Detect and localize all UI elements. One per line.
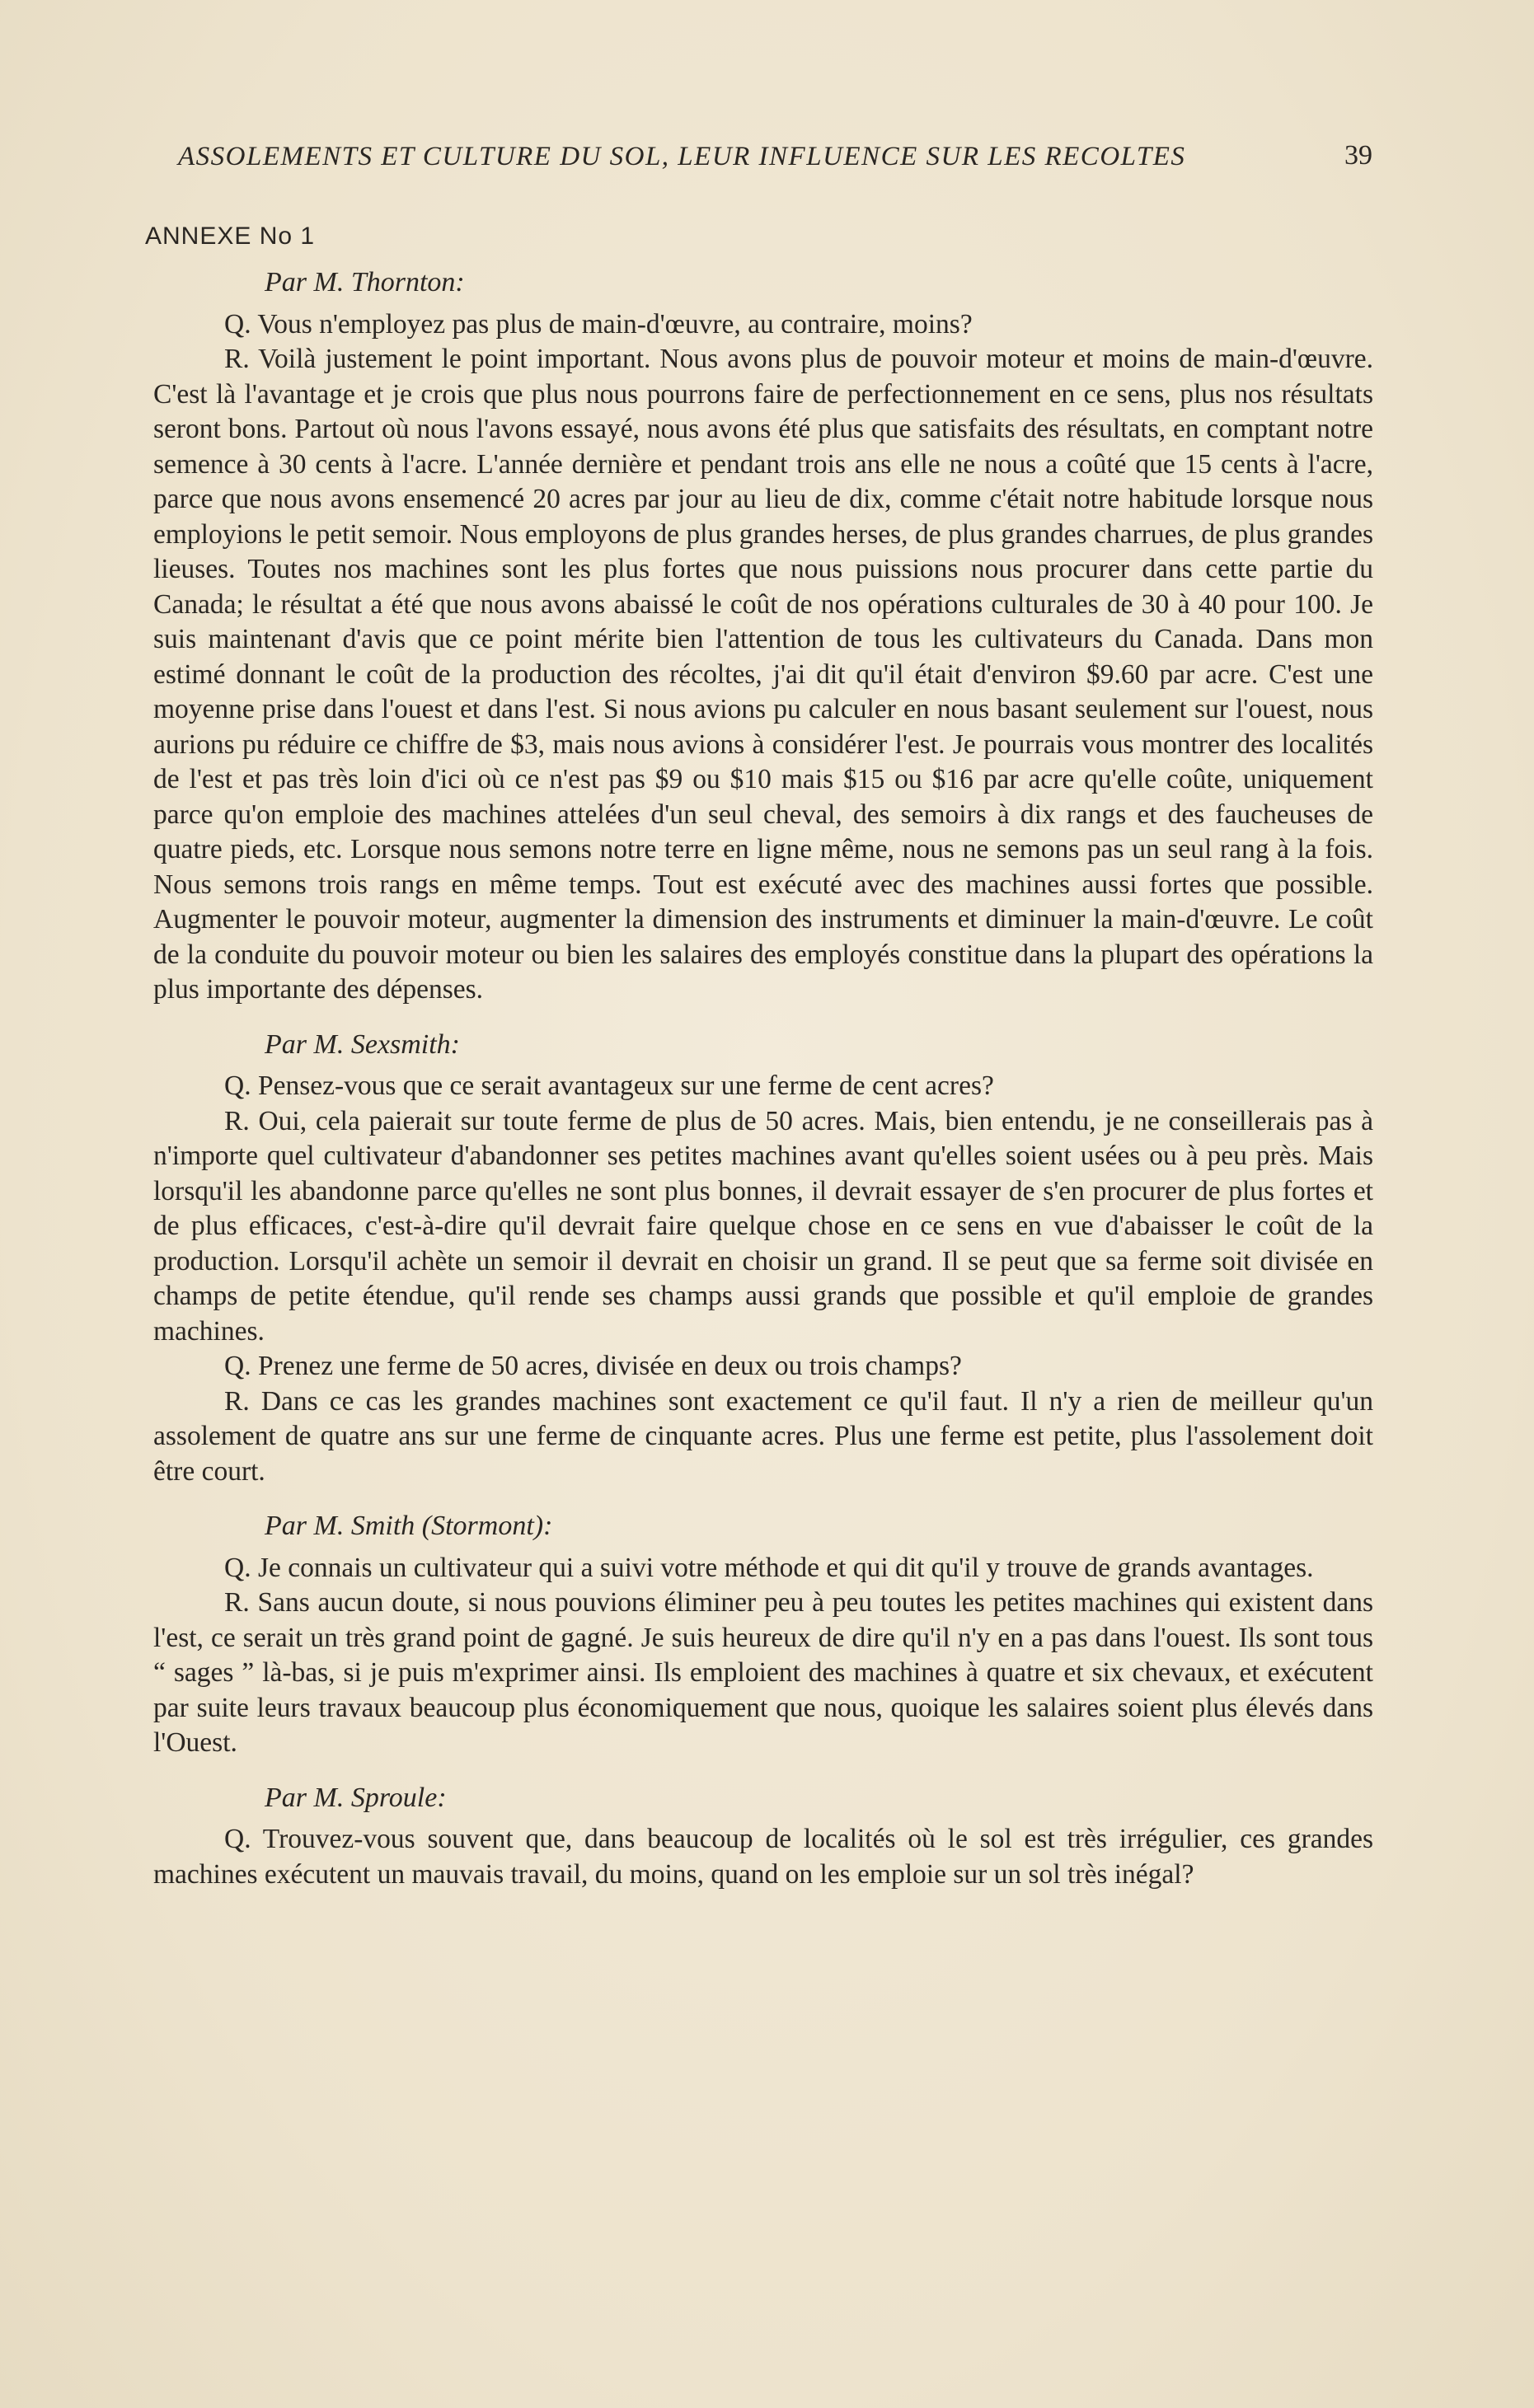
speaker-heading: Par M. Smith (Stormont): — [265, 1511, 553, 1541]
annexe-label: ANNEXE No 1 — [145, 223, 316, 250]
paragraph: Q. Prenez une ferme de 50 acres, divisée en deux ou trois champs? — [224, 1351, 962, 1381]
section-sproule — [153, 1781, 1373, 1893]
section-smith — [153, 1509, 1373, 1761]
section-thornton — [153, 265, 1373, 1008]
paragraph: R. Voilà justement le point important. Nous avons plus de pouvoir moteur et moins de main-d'œuvre. C'est là l'avantage et je crois que plus nous pourrons faire de perfectionnement en ce sens, plus nos résultats seront bons. Partout où nous l'avons essayé, nous avons été plus que satisfaits des résultats, en comptant notre semence à 30 cents à l'acre. L'année dernière et pendant trois ans elle ne nous a coûté que 15 cents à l'acre, parce que nous avons ensemencé 20 acres par jour au lieu de dix, comme c'était notre habitude lorsque nous employions le petit semoir. Nous employons de plus grandes herses, de plus grandes charrues, de plus grandes lieuses. Toutes nos machines sont les plus fortes que nous puissions nous procurer dans cette partie du Canada; le résultat a été que nous avons abaissé le coût de nos opérations culturales de 30 à 40 pour 100. Je suis maintenant d'avis que ce point mérite bien l'attention de tous les cultivateurs du Canada. Dans mon estimé donnant le coût de la production des récoltes, j'ai dit qu'il était d'environ $9.60 par acre. C'est une moyenne prise dans l'ouest et dans l'est. Si nous avions pu calculer en nous basant seulement sur l'ouest, nous aurions pu réduire ce chiffre de $3, mais nous avions à considérer l'est. Je pourrais vous montrer des localités de l'est et pas très loin d'ici où ce n'est pas $9 ou $10 mais $15 ou $16 par acre qu'elle coûte, uniquement parce qu'on emploie des machines attelées d'un seul cheval, des semoirs à dix rangs et des faucheuses de quatre pieds, etc. Lorsque nous semons notre terre en ligne même, nous ne semons pas un seul rang à la fois. Nous semons trois rangs en même temps. Tout est exécuté avec des machines aussi fortes que possible. Augmenter le pouvoir moteur, augmenter la dimension des instruments et diminuer la main-d'œuvre. Le coût de la conduite du pouvoir moteur ou bien les salaires des employés constitue dans la plupart des opérations la plus importante des dépenses. — [153, 344, 1373, 1005]
speaker-heading: Par M. Sproule: — [265, 1782, 447, 1813]
paragraph: Q. Je connais un cultivateur qui a suivi votre méthode et qui dit qu'il y trouve de grands avantages. — [224, 1552, 1314, 1583]
paragraph: R. Sans aucun doute, si nous pouvions éliminer peu à peu toutes les petites machines qui existent dans l'est, ce serait un très grand point de gagné. Je suis heureux de dire qu'il n'y en a pas dans l'ouest. Ils sont tous “ sages ” là-bas, si je puis m'exprimer ainsi. Ils emploient des machines à quatre et six chevaux, et exécutent par suite leurs travaux beaucoup plus économiquement que nous, quoique les salaires soient plus élevés dans l'Ouest. — [153, 1587, 1373, 1758]
paragraph: R. Dans ce cas les grandes machines sont exactement ce qu'il faut. Il n'y a rien de meilleur qu'un assolement de quatre ans sur une ferme de cinquante acres. Plus une ferme est petite, plus l'assolement doit être court. — [153, 1385, 1373, 1487]
paragraph: Q. Trouvez-vous souvent que, dans beaucoup de localités où le sol est très irrégulier, ces grandes machines exécutent un mauvais travail, du moins, quand on les emploie sur un sol très inégal? — [153, 1824, 1373, 1890]
speaker-heading: Par M. Sexsmith: — [265, 1028, 461, 1060]
running-title: ASSOLEMENTS ET CULTURE DU SOL, LEUR INFLUENCE SUR LES RECOLTES — [178, 142, 1186, 171]
paragraph: Q. Vous n'employez pas plus de main-d'œuvre, au contraire, moins? — [224, 308, 973, 340]
paragraph: R. Oui, cela paierait sur toute ferme de plus de 50 acres. Mais, bien entendu, je ne conseillerais pas à n'importe quel cultivateur d'abandonner ses petites machines avant qu'elles soient usées ou à peu près. Mais lorsqu'il les abandonne parce qu'elles ne sont plus bonnes, il devrait essayer de s'en procurer de plus fortes et de plus efficaces, c'est-à-dire qu'il devrait faire quelque chose en ce sens en vue d'abaisser le coût de la production. Lorsqu'il achète un semoir il devrait en choisir un grand. Il se peut que sa ferme soit divisée en champs de petite étendue, qu'il rende ses champs aussi grands que possible et qu'il emploie de grandes machines. — [153, 1105, 1373, 1347]
page-body — [153, 265, 1373, 1912]
paragraph: Q. Pensez-vous que ce serait avantageux sur une ferme de cent acres? — [224, 1070, 994, 1101]
page-number: 39 — [1344, 140, 1372, 171]
speaker-heading: Par M. Thornton: — [265, 267, 465, 297]
section-sexsmith — [153, 1028, 1373, 1490]
